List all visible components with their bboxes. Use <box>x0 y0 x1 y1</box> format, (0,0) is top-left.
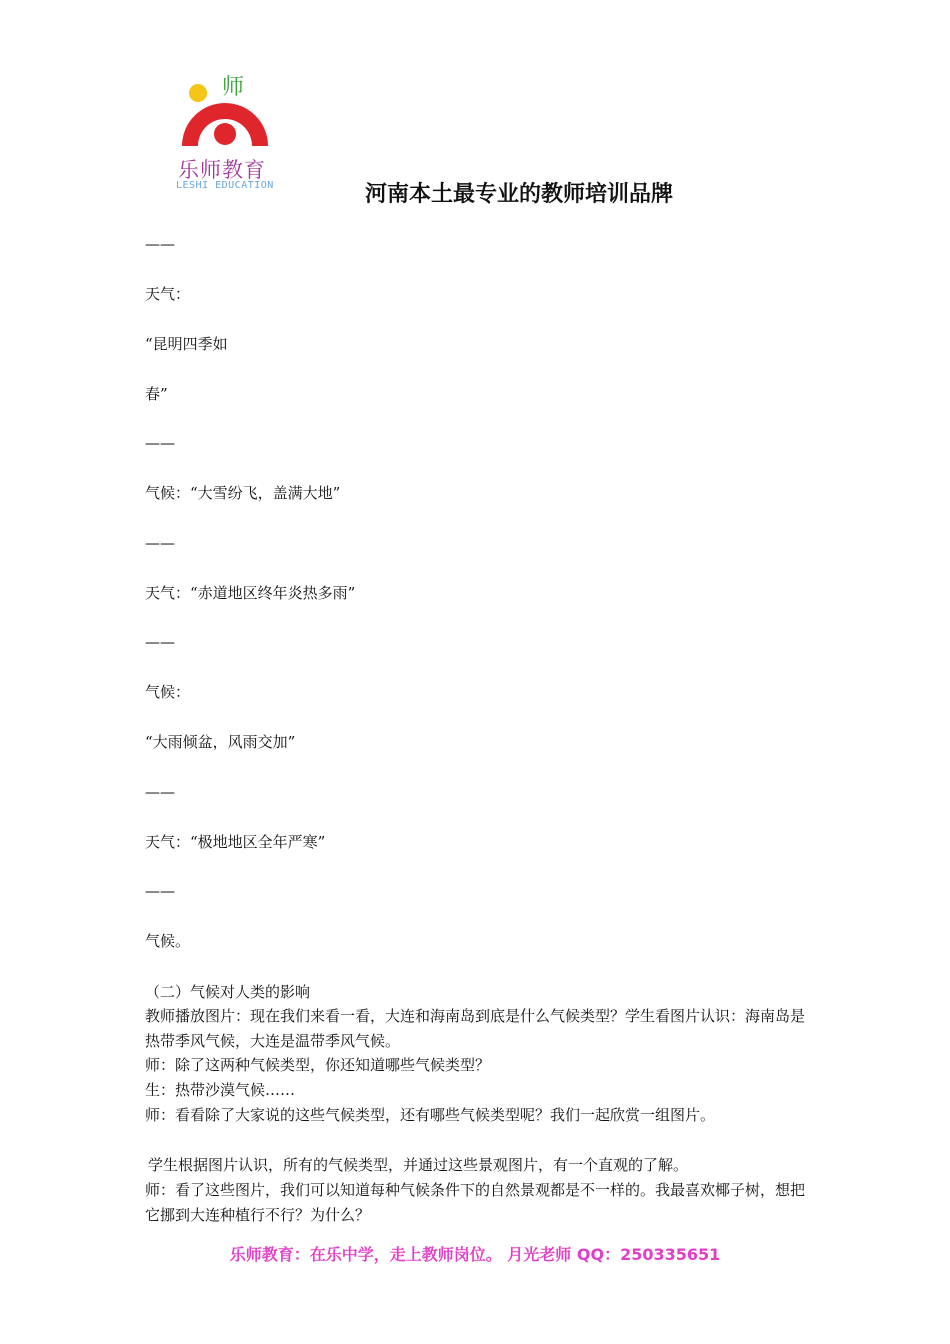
brand-tagline: 河南本土最专业的教师培训品牌 <box>365 181 674 207</box>
paragraph: 师：看看除了大家说的这些气候类型，还有哪些气候类型呢？我们一起欣赏一组图片。 <box>145 1106 716 1124</box>
logo-name-en: LESHI EDUCATION <box>176 180 274 191</box>
text-line: 天气：“赤道地区终年炎热多雨” <box>145 584 356 602</box>
leshi-logo <box>172 70 282 195</box>
text-line: —— <box>145 534 175 552</box>
logo-glyph: 师 <box>222 75 245 100</box>
text-line: 春” <box>145 385 168 403</box>
text-line: —— <box>145 633 175 651</box>
text-line: 天气： <box>145 285 191 303</box>
text-line: 气候： <box>145 683 191 701</box>
paragraph: 教师播放图片：现在我们来看一看，大连和海南岛到底是什么气候类型？学生看图片认识：海南岛是热带季风气候，大连是温带季风气候。 <box>145 1007 806 1050</box>
paragraph: 师：除了这两种气候类型，你还知道哪些气候类型？ <box>145 1056 491 1074</box>
text-line: —— <box>145 434 175 452</box>
text-line: 气候：“大雪纷飞，盖满大地” <box>145 484 341 502</box>
text-line: 天气：“极地地区全年严寒” <box>145 833 326 851</box>
logo-emblem-icon <box>172 70 282 160</box>
paragraph: 学生根据图片认识，所有的气候类型，并通过这些景观图片，有一个直观的了解。 <box>148 1156 689 1174</box>
paragraph: 生：热带沙漠气候…… <box>145 1081 296 1099</box>
text-line: —— <box>145 882 175 900</box>
section-heading: （二）气候对人类的影响 <box>145 983 311 1001</box>
paragraph: 师：看了这些图片，我们可以知道每种气候条件下的自然景观都是不一样的。我最喜欢椰子树，想把它挪到大连种植行不行？为什么？ <box>145 1181 806 1224</box>
footer-contact: 乐师教育：在乐中学，走上教师岗位。 月光老师 QQ：250335651 <box>229 1245 721 1264</box>
text-line: “昆明四季如 <box>145 335 228 353</box>
text-line: 气候。 <box>145 932 191 950</box>
text-line: “大雨倾盆，风雨交加” <box>145 733 296 751</box>
text-line: —— <box>145 783 175 801</box>
text-line: —— <box>145 235 175 253</box>
logo-name-cn: 乐师教育 <box>178 158 266 182</box>
